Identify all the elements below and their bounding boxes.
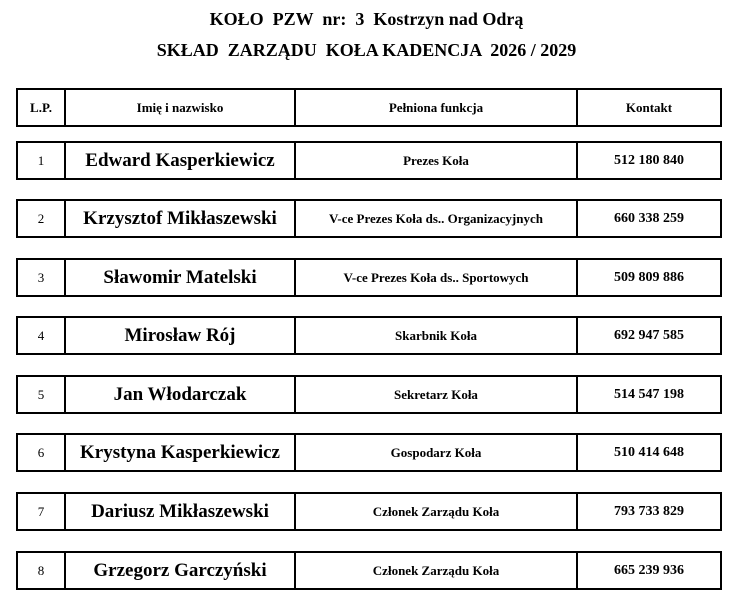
member-role: Gospodarz Koła bbox=[296, 435, 578, 470]
header-contact: Kontakt bbox=[625, 99, 673, 115]
row-number: 3 bbox=[18, 260, 66, 295]
table-row bbox=[16, 433, 722, 472]
row-number: 2 bbox=[18, 201, 66, 236]
member-name: Krystyna Kasperkiewicz bbox=[66, 435, 296, 470]
row-number: 8 bbox=[18, 553, 66, 588]
member-contact: 660 338 259 bbox=[614, 210, 684, 226]
member-name: Grzegorz Garczyński bbox=[66, 553, 296, 588]
member-contact: 793 733 829 bbox=[614, 503, 684, 519]
table-row bbox=[16, 316, 722, 355]
member-contact: 665 239 936 bbox=[614, 562, 684, 578]
member-contact: 514 547 198 bbox=[614, 386, 684, 402]
row-number: 1 bbox=[18, 143, 66, 178]
member-name: Dariusz Mikłaszewski bbox=[66, 494, 296, 529]
member-name: Mirosław Rój bbox=[66, 318, 296, 353]
member-role: Członek Zarządu Koła bbox=[296, 553, 578, 588]
member-contact: 692 947 585 bbox=[614, 327, 684, 343]
member-name: Jan Włodarczak bbox=[66, 377, 296, 412]
member-contact: 510 414 648 bbox=[614, 444, 684, 460]
row-number: 7 bbox=[18, 494, 66, 529]
member-contact: 512 180 840 bbox=[614, 152, 684, 168]
member-role: Skarbnik Koła bbox=[296, 318, 578, 353]
member-contact: 509 809 886 bbox=[614, 269, 684, 285]
row-number: 5 bbox=[18, 377, 66, 412]
header-lp: L.P. bbox=[18, 90, 66, 125]
table-row bbox=[16, 258, 722, 297]
member-name: Sławomir Matelski bbox=[66, 260, 296, 295]
table-row bbox=[16, 199, 722, 238]
member-role: Sekretarz Koła bbox=[296, 377, 578, 412]
member-role: Prezes Koła bbox=[296, 143, 578, 178]
member-role: V-ce Prezes Koła ds.. Organizacyjnych bbox=[296, 201, 578, 236]
member-name: Krzysztof Mikłaszewski bbox=[66, 201, 296, 236]
table-row bbox=[16, 141, 722, 180]
member-name: Edward Kasperkiewicz bbox=[66, 143, 296, 178]
member-role: Członek Zarządu Koła bbox=[296, 494, 578, 529]
table-row bbox=[16, 551, 722, 590]
table-header-row bbox=[16, 88, 722, 127]
member-role: V-ce Prezes Koła ds.. Sportowych bbox=[296, 260, 578, 295]
header-name: Imię i nazwisko bbox=[66, 90, 296, 125]
document-subtitle: SKŁAD ZARZĄDU KOŁA KADENCJA 2026 / 2029 bbox=[156, 40, 577, 60]
row-number: 4 bbox=[18, 318, 66, 353]
header-role: Pełniona funkcja bbox=[296, 90, 578, 125]
table-row bbox=[16, 492, 722, 531]
table-row bbox=[16, 375, 722, 414]
row-number: 6 bbox=[18, 435, 66, 470]
document-title: KOŁO PZW nr: 3 Kostrzyn nad Odrą bbox=[209, 9, 524, 29]
